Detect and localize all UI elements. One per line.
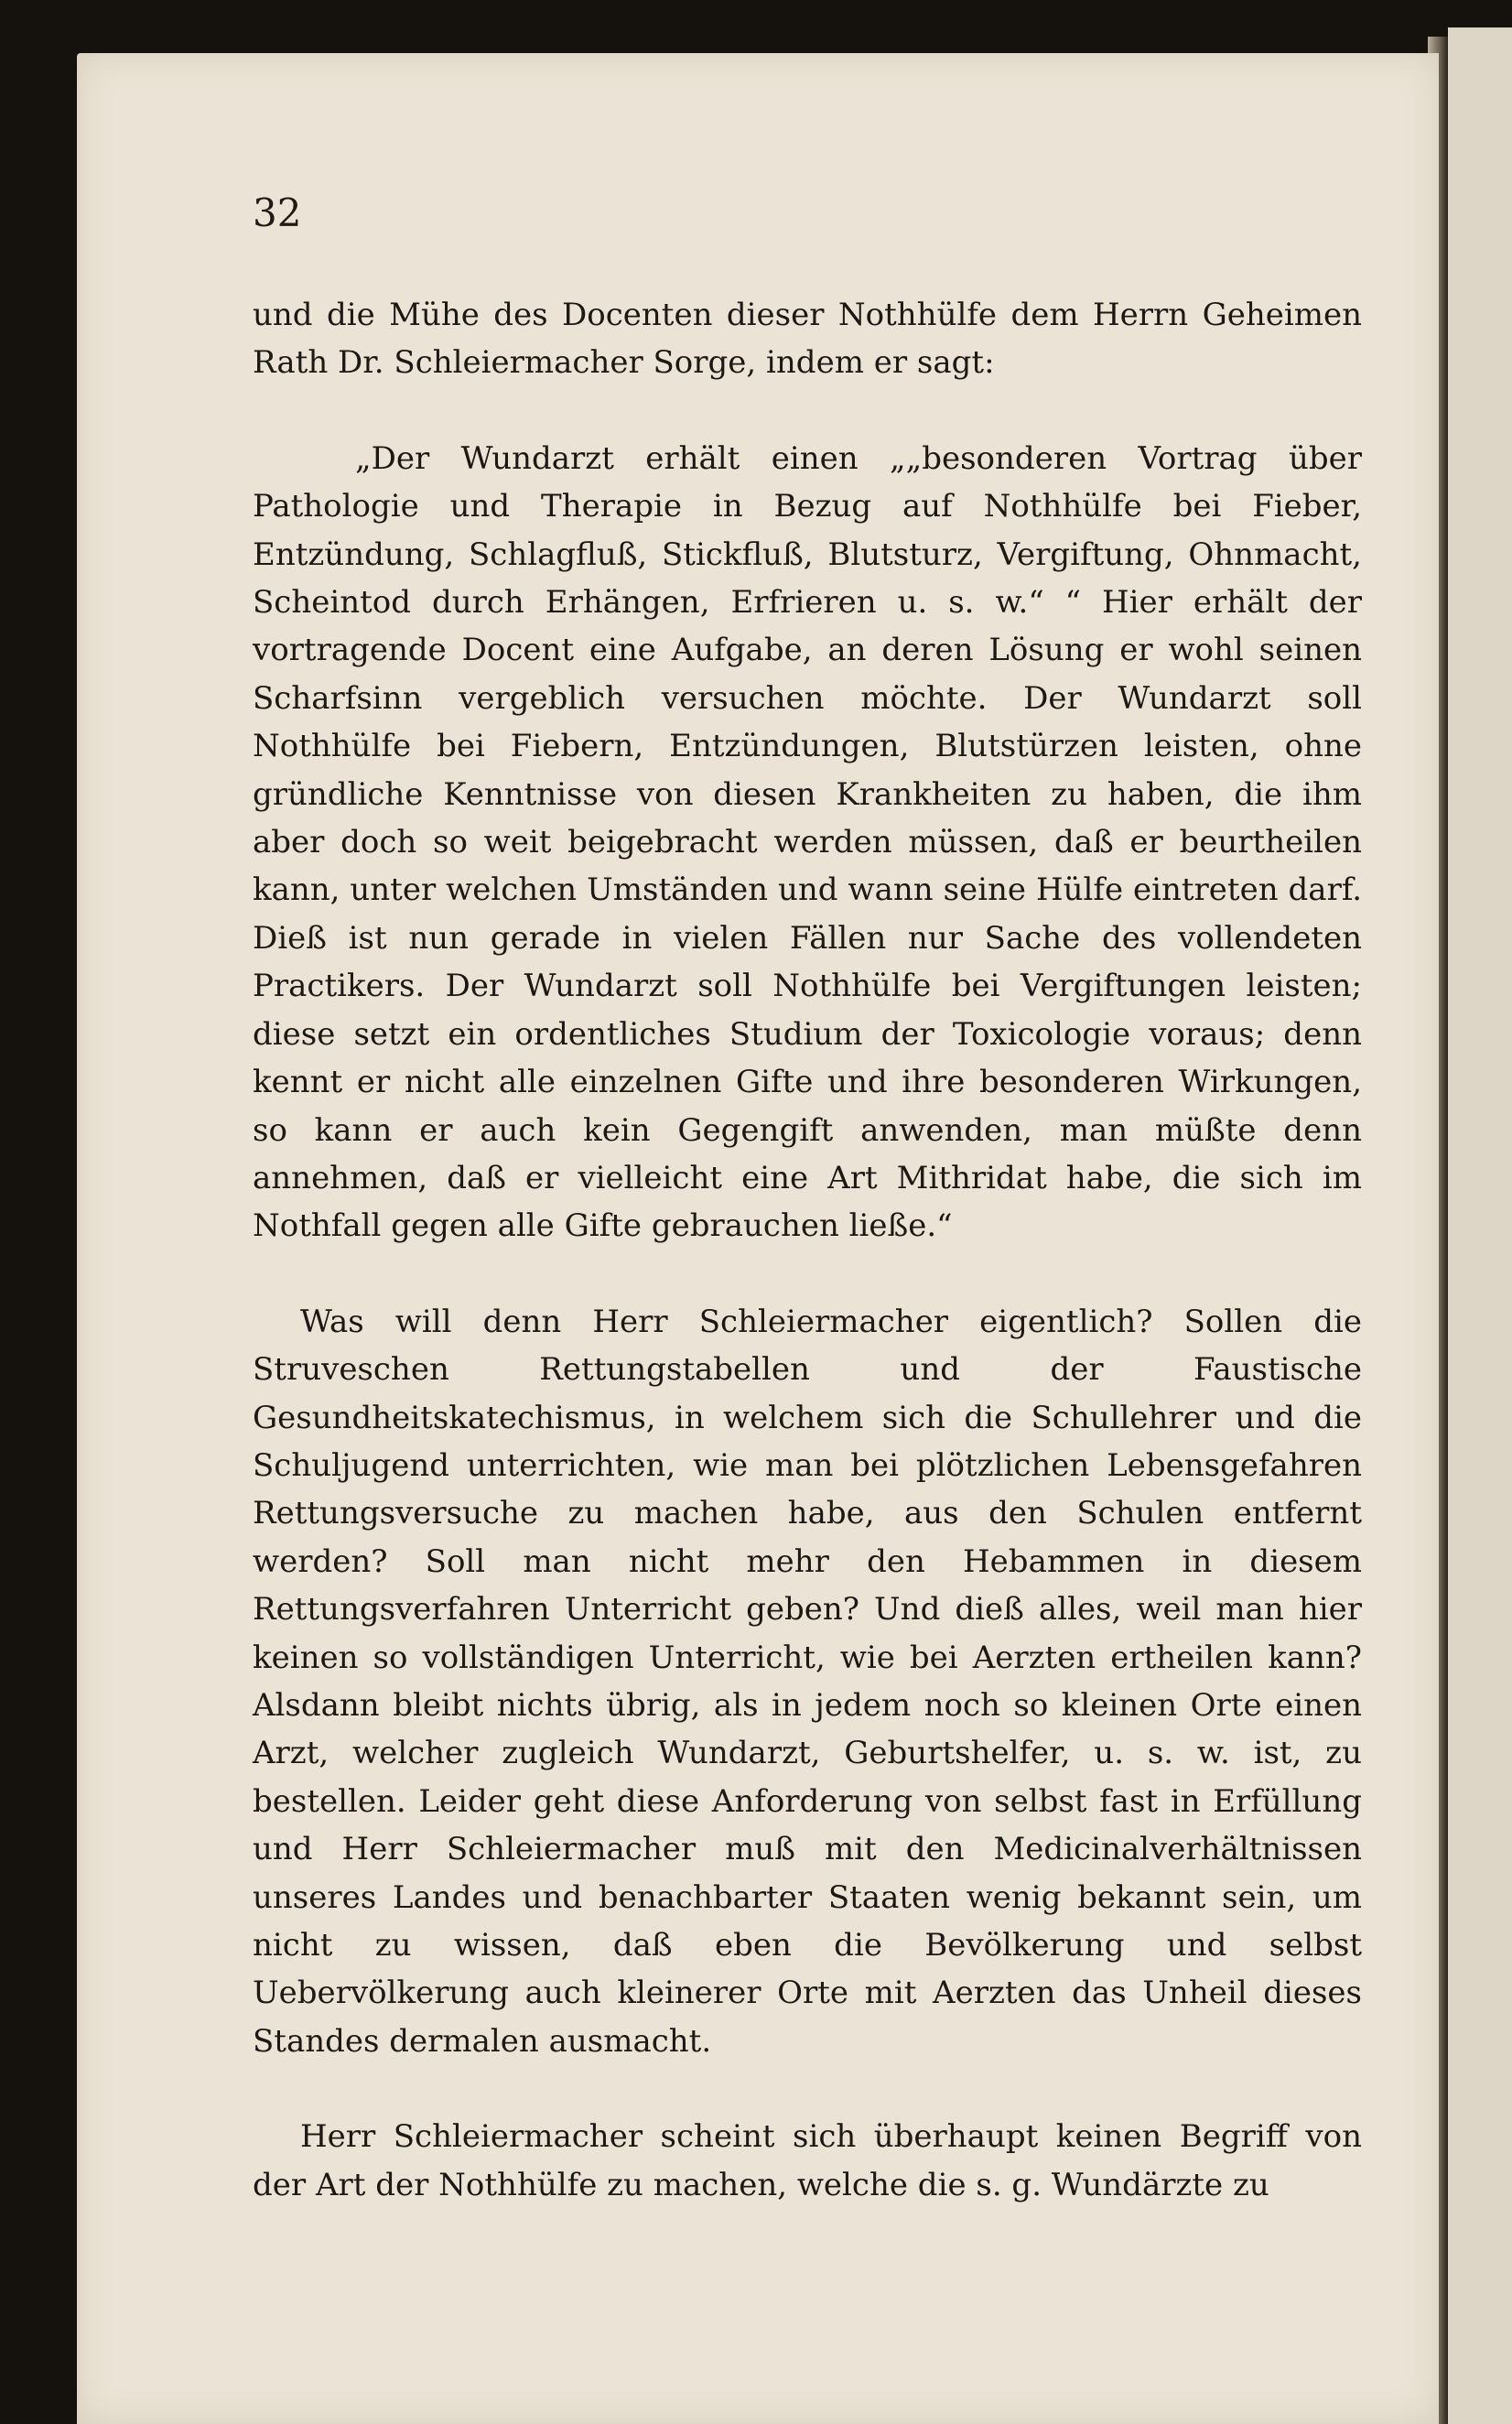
paragraph-continued: und die Mühe des Docenten dieser Nothhülfe dem Herrn Geheimen Rath Dr. Schleiermacher Sorge, indem er sagt: xyxy=(253,297,1362,382)
paragraph-quotation: „Der Wundarzt erhält einen „„besonderen Vortrag über Pathologie und Therapie in Bezug auf Nothhülfe bei Fieber, Entzündung, Schlagfluß, Stickfluß, Blutsturz, Vergiftung, Ohnmacht, Scheintod durch Erhängen, Erfrieren u. s. w.“ “ Hier erhält der vortragende Docent eine Aufgabe, an deren Lösung er wohl seinen Scharfsinn vergeblich versuchen möchte. Der Wundarzt soll Nothhülfe bei Fiebern, Entzündungen, Blutstürzen leisten, ohne gründliche Kenntnisse von diesen Krankheiten zu haben, die ihm aber doch so weit beigebracht werden müssen, daß er beurtheilen kann, unter welchen Umständen und wann seine Hülfe eintreten darf. Dieß ist nun gerade in vielen Fällen nur Sache des vollendeten Practikers. Der Wundarzt soll Nothhülfe bei Vergiftungen leisten; diese setzt ein ordentliches Studium der Toxicologie voraus; denn kennt er nicht alle einzelnen Gifte und ihre besonderen Wirkungen, so kann er auch kein Gegengift anwenden, man müßte denn annehmen, daß er vielleicht eine Art Mithridat habe, die sich im Nothfall gegen alle Gifte gebrauchen ließe.“ xyxy=(253,439,1362,1245)
page-body xyxy=(253,291,1362,2209)
adjacent-page-edge xyxy=(1448,27,1512,2424)
paragraph: Herr Schleiermacher scheint sich überhaupt keinen Begriff von der Art der Nothhülfe zu machen, welche die s. g. Wundärzte zu xyxy=(253,2118,1362,2203)
paragraph: Was will denn Herr Schleiermacher eigentlich? Sollen die Struveschen Rettungstabellen und der Faustische Gesundheitskatechismus, in welchem sich die Schullehrer und die Schuljugend unterrichten, wie man bei plötzlichen Lebensgefahren Rettungsversuche zu machen habe, aus den Schulen entfernt werden? Soll man nicht mehr den Hebammen in diesem Rettungsverfahren Unterricht geben? Und dieß alles, weil man hier keinen so vollständigen Unterricht, wie bei Aerzten ertheilen kann? Alsdann bleibt nichts übrig, als in jedem noch so kleinen Orte einen Arzt, welcher zugleich Wundarzt, Geburtshelfer, u. s. w. ist, zu bestellen. Leider geht diese Anforderung von selbst fast in Erfüllung und Herr Schleiermacher muß mit den Medicinalverhältnissen unseres Landes und benachbarter Staaten wenig bekannt sein, um nicht zu wissen, daß eben die Bevölkerung und selbst Uebervölkerung auch kleinerer Orte mit Aerzten das Unheil dieses Standes dermalen ausmacht. xyxy=(253,1303,1362,2060)
page-number: 32 xyxy=(253,190,302,235)
